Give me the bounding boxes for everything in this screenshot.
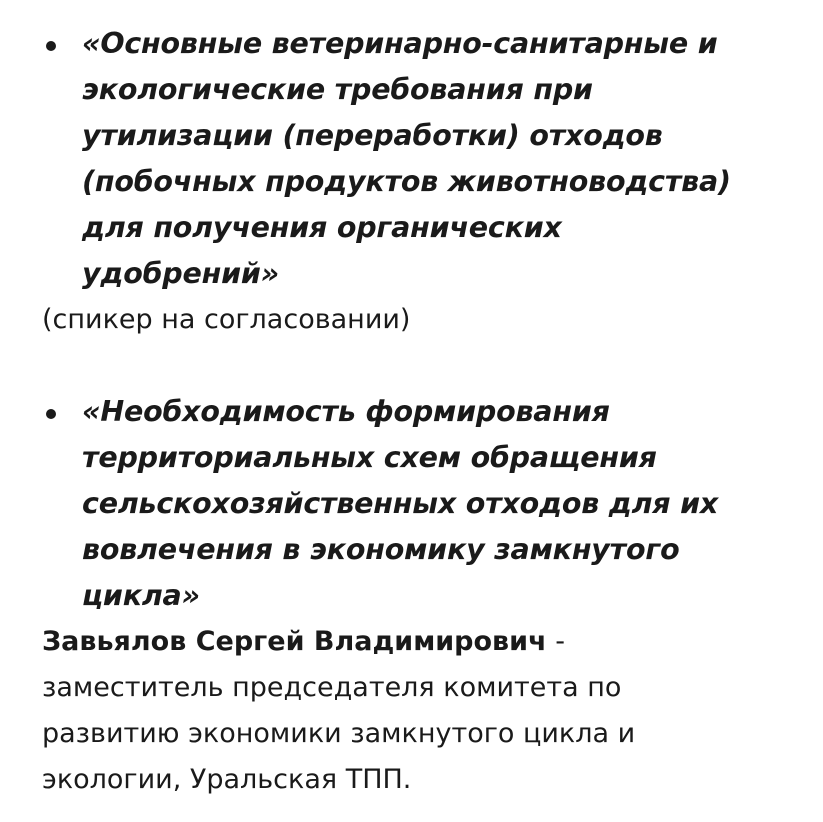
bullet-icon: [46, 409, 56, 419]
topic-line: цикла»: [82, 579, 200, 612]
speaker-info: [42, 619, 802, 803]
topic-line: сельскохозяйственных отходов для их: [82, 487, 719, 520]
speaker-note: (спикер на согласовании): [42, 304, 411, 335]
speaker-position-line: экологии, Уральская ТПП.: [42, 764, 412, 795]
topic-line: вовлечения в экономику замкнутого: [82, 533, 680, 566]
topic-title: [82, 389, 802, 619]
speaker-name: Завьялов Сергей Владимирович: [42, 626, 547, 657]
topic-line: (побочных продуктов животноводства): [82, 165, 731, 198]
topic-line: для получения органических: [82, 211, 562, 244]
bullet-icon: [46, 41, 56, 51]
topic-list-item: [42, 21, 802, 297]
topic-line: «Основные ветеринарно-санитарные и: [82, 27, 718, 60]
topic-title: [82, 21, 802, 297]
program-item: [42, 389, 802, 619]
topic-line: территориальных схем обращения: [82, 441, 657, 474]
topic-line: экологические требования при: [82, 73, 593, 106]
topic-line: удобрений»: [82, 257, 279, 290]
speaker-position: [42, 665, 802, 803]
topic-line: «Необходимость формирования: [82, 395, 610, 428]
speaker-position-line: развитию экономики замкнутого цикла и: [42, 718, 636, 749]
speaker-position-line: заместитель председателя комитета по: [42, 672, 622, 703]
speaker-heading: [42, 619, 802, 665]
topic-list-item: [42, 389, 802, 619]
topic-line: утилизации (переработки) отходов: [82, 119, 663, 152]
program-item: [42, 21, 802, 343]
speaker-separator: -: [546, 626, 565, 657]
